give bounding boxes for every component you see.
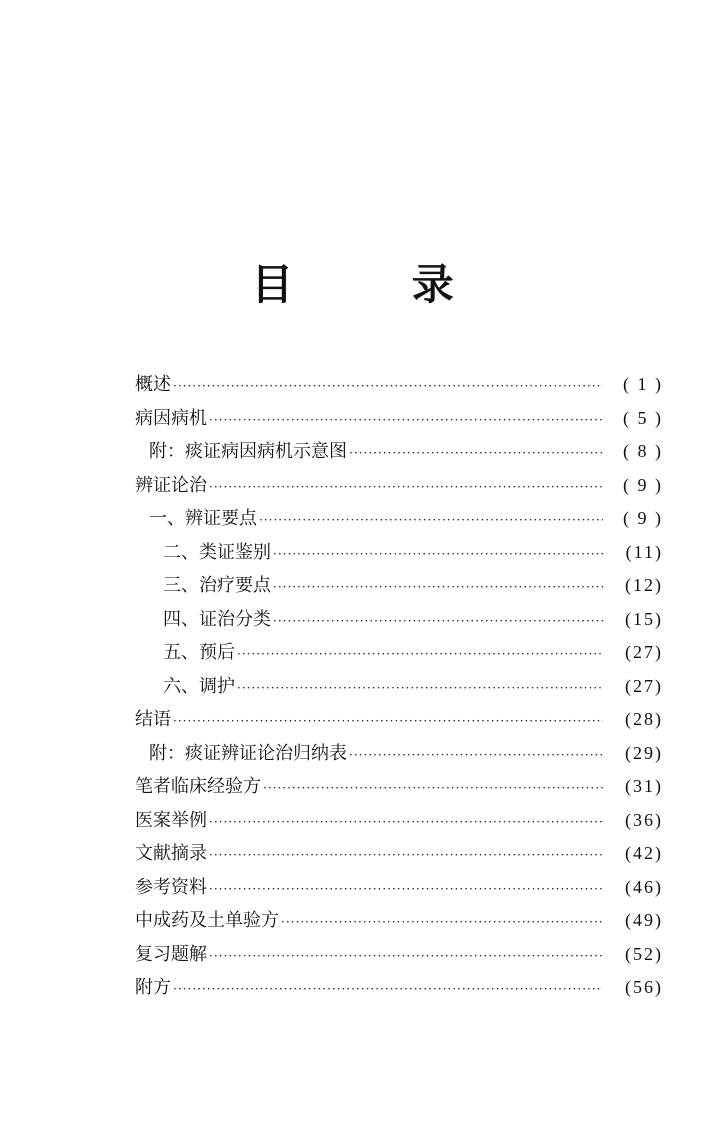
toc-entry-page-number: ( 1 ) <box>623 374 663 394</box>
toc-entry[interactable] <box>135 703 663 737</box>
toc-entry[interactable] <box>135 603 663 637</box>
toc-entry-page-number: (42) <box>625 843 663 863</box>
toc-entry-page-number: (27) <box>625 642 663 662</box>
toc-entry-label: 四、证治分类 <box>163 608 271 630</box>
toc-entry-page-number: (49) <box>625 910 663 930</box>
toc-entry[interactable] <box>135 871 663 905</box>
dot-leader <box>209 839 603 873</box>
dot-leader <box>273 538 603 572</box>
toc-entry-page-number: (15) <box>625 608 663 629</box>
page-title: 目 录 <box>251 260 506 309</box>
toc-entry-label: 附方 <box>135 977 171 998</box>
toc-entry[interactable] <box>135 469 663 503</box>
dot-leader <box>263 772 603 806</box>
toc-entry-page-number: (52) <box>625 943 663 964</box>
dot-leader <box>173 973 603 1007</box>
dot-leader <box>273 571 603 605</box>
toc-entry-label: 二、类证鉴别 <box>163 541 271 563</box>
toc-entry-label: 文献摘录 <box>135 843 207 864</box>
dot-leader <box>173 705 603 739</box>
toc-entry[interactable] <box>135 837 663 871</box>
toc-entry-label: 病因病机 <box>135 407 207 429</box>
toc-entry-label: 辨证论治 <box>135 474 207 496</box>
toc-entry[interactable] <box>135 904 663 938</box>
toc-entry[interactable] <box>135 435 663 469</box>
dot-leader <box>259 504 603 538</box>
dot-leader <box>281 906 603 940</box>
toc-entry-label: 中成药及土单验方 <box>135 910 279 931</box>
toc-entry[interactable] <box>135 536 663 570</box>
dot-leader <box>209 873 603 907</box>
dot-leader <box>273 605 603 639</box>
toc-entry-label: 附：痰证病因病机示意图 <box>149 441 347 462</box>
toc-entry[interactable] <box>135 770 663 804</box>
toc-entry-label: 复习题解 <box>135 943 207 965</box>
toc-entry[interactable] <box>135 670 663 704</box>
toc-entry-page-number: (28) <box>625 709 663 729</box>
toc-entry-page-number: ( 9 ) <box>623 508 663 528</box>
toc-entry-page-number: ( 8 ) <box>623 441 663 461</box>
dot-leader <box>237 638 603 672</box>
dot-leader <box>349 437 603 471</box>
toc-entry-label: 参考资料 <box>135 876 207 898</box>
toc-entry-label: 概述 <box>135 374 171 395</box>
toc-entry-page-number: ( 5 ) <box>623 407 663 428</box>
toc-entry-page-number: (29) <box>625 742 663 763</box>
dot-leader <box>349 739 603 773</box>
toc-entry-page-number: (36) <box>625 809 663 830</box>
toc-entry-page-number: (11) <box>625 541 663 562</box>
dot-leader <box>237 672 603 706</box>
toc-entry[interactable] <box>135 971 663 1005</box>
dot-leader <box>209 471 603 505</box>
toc-entry-page-number: (31) <box>625 776 663 796</box>
toc-entry[interactable] <box>135 502 663 536</box>
toc-entry[interactable] <box>135 938 663 972</box>
toc-entry[interactable] <box>135 368 663 402</box>
toc-entry-page-number: (56) <box>625 977 663 997</box>
toc-entry[interactable] <box>135 804 663 838</box>
toc-entry-label: 六、调护 <box>163 675 235 697</box>
toc-entry-label: 医案举例 <box>135 809 207 831</box>
toc-entry-label: 一、辨证要点 <box>149 508 257 529</box>
dot-leader <box>173 370 603 404</box>
dot-leader <box>209 404 603 438</box>
toc-entry-page-number: (46) <box>625 876 663 897</box>
toc-entry-label: 结语 <box>135 709 171 730</box>
dot-leader <box>209 806 603 840</box>
toc-entry[interactable] <box>135 402 663 436</box>
toc-entry-label: 三、治疗要点 <box>163 575 271 596</box>
toc-entry-label: 附：痰证辨证论治归纳表 <box>149 742 347 764</box>
table-of-contents <box>135 368 663 1005</box>
toc-entry-page-number: ( 9 ) <box>623 474 663 495</box>
toc-entry-page-number: (27) <box>625 675 663 696</box>
toc-entry[interactable] <box>135 636 663 670</box>
toc-entry-label: 五、预后 <box>163 642 235 663</box>
toc-entry-page-number: (12) <box>625 575 663 595</box>
toc-entry[interactable] <box>135 569 663 603</box>
dot-leader <box>209 940 603 974</box>
toc-entry-label: 笔者临床经验方 <box>135 776 261 797</box>
toc-entry[interactable] <box>135 737 663 771</box>
